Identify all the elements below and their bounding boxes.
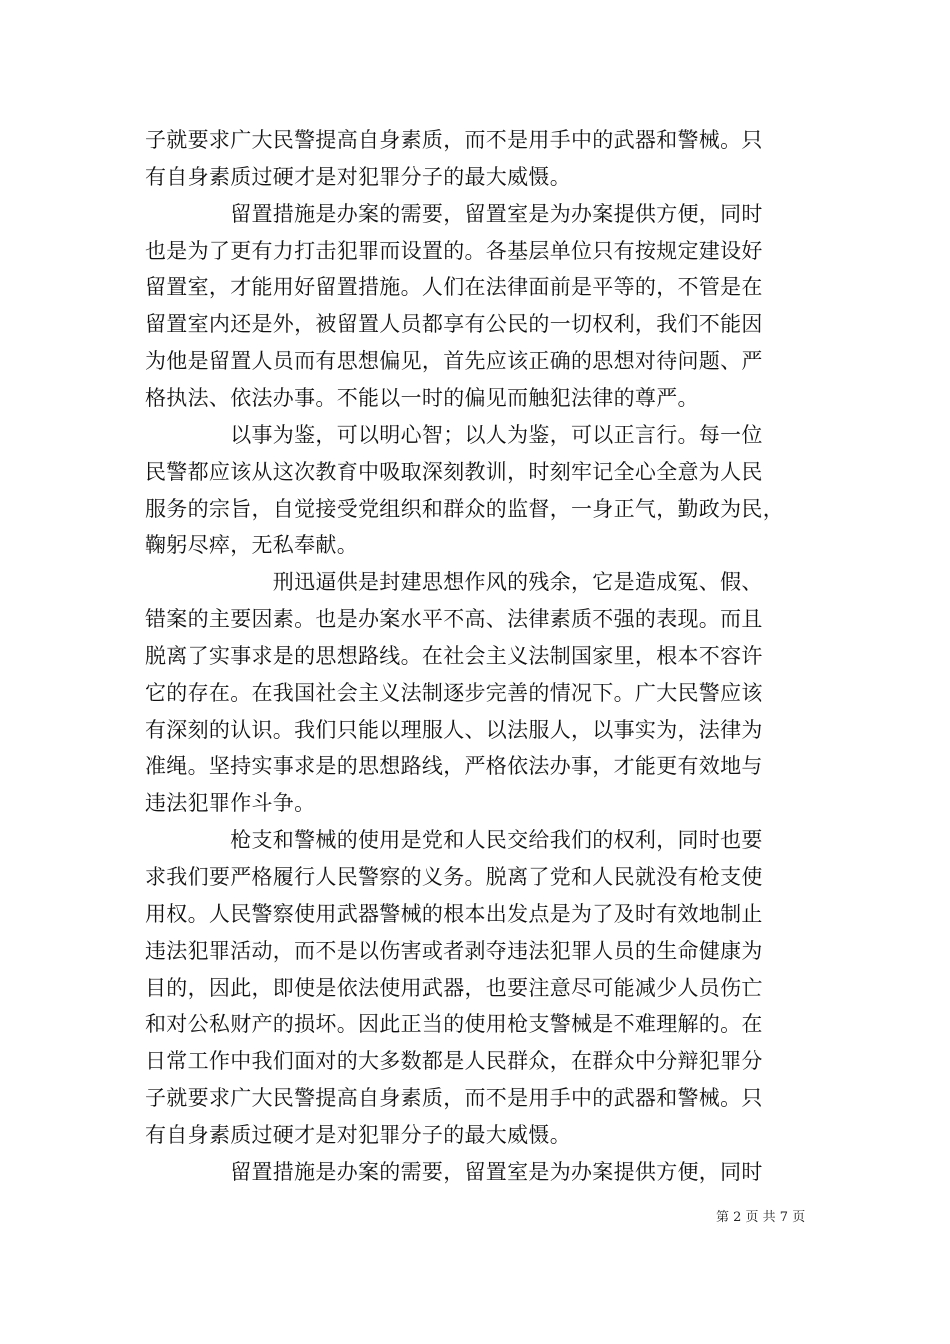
text-line: 错案的主要因素。也是办案水平不高、法律素质不强的表现。而且 — [145, 607, 763, 631]
text-line: 刑迅逼供是封建思想作风的残余，它是造成冤、假、 — [145, 570, 763, 594]
text-line: 服务的宗旨，自觉接受党组织和群众的监督，一身正气，勤政为民， — [145, 497, 784, 521]
text-line: 留置措施是办案的需要，留置室是为办案提供方便，同时 — [145, 202, 763, 226]
text-line: 准绳。坚持实事求是的思想路线，严格依法办事，才能更有效地与 — [145, 754, 763, 778]
text-line: 留置措施是办案的需要，留置室是为办案提供方便，同时 — [145, 1160, 763, 1184]
text-line: 违法犯罪活动，而不是以伤害或者剥夺违法犯罪人员的生命健康为 — [145, 939, 763, 963]
text-line: 和对公私财产的损坏。因此正当的使用枪支警械是不难理解的。在 — [145, 1012, 763, 1036]
text-line: 用权。人民警察使用武器警械的根本出发点是为了及时有效地制止 — [145, 902, 763, 926]
text-line: 有自身素质过硬才是对犯罪分子的最大威慑。 — [145, 1123, 571, 1147]
text-line: 民警都应该从这次教育中吸取深刻教训，时刻牢记全心全意为人民 — [145, 460, 763, 484]
text-line: 子就要求广大民警提高自身素质，而不是用手中的武器和警械。只 — [145, 128, 763, 152]
text-line: 目的，因此，即使是依法使用武器，也要注意尽可能减少人员伤亡 — [145, 976, 763, 1000]
page-footer: 第 2 页 共 7 页 — [716, 1210, 806, 1225]
text-line: 枪支和警械的使用是党和人民交给我们的权利，同时也要 — [145, 828, 763, 852]
text-line: 子就要求广大民警提高自身素质，而不是用手中的武器和警械。只 — [145, 1086, 763, 1110]
text-line: 为他是留置人员而有思想偏见，首先应该正确的思想对待问题、严 — [145, 349, 763, 373]
text-line: 违法犯罪作斗争。 — [145, 791, 316, 815]
text-line: 有自身素质过硬才是对犯罪分子的最大威慑。 — [145, 165, 571, 189]
text-line: 格执法、依法办事。不能以一时的偏见而触犯法律的尊严。 — [145, 386, 699, 410]
text-line: 留置室内还是外，被留置人员都享有公民的一切权利，我们不能因 — [145, 312, 763, 336]
text-line: 日常工作中我们面对的大多数都是人民群众，在群众中分辩犯罪分 — [145, 1049, 763, 1073]
text-line: 它的存在。在我国社会主义法制逐步完善的情况下。广大民警应该 — [145, 681, 763, 705]
text-line: 留置室，才能用好留置措施。人们在法律面前是平等的，不管是在 — [145, 275, 763, 299]
text-line: 求我们要严格履行人民警察的义务。脱离了党和人民就没有枪支使 — [145, 865, 763, 889]
text-line: 也是为了更有力打击犯罪而设置的。各基层单位只有按规定建设好 — [145, 239, 763, 263]
text-line: 以事为鉴，可以明心智；以人为鉴，可以正言行。每一位 — [145, 423, 763, 447]
text-line: 鞠躬尽瘁，无私奉献。 — [145, 533, 358, 557]
text-line: 有深刻的认识。我们只能以理服人、以法服人，以事实为，法律为 — [145, 718, 763, 742]
text-line: 脱离了实事求是的思想路线。在社会主义法制国家里，根本不容许 — [145, 644, 763, 668]
